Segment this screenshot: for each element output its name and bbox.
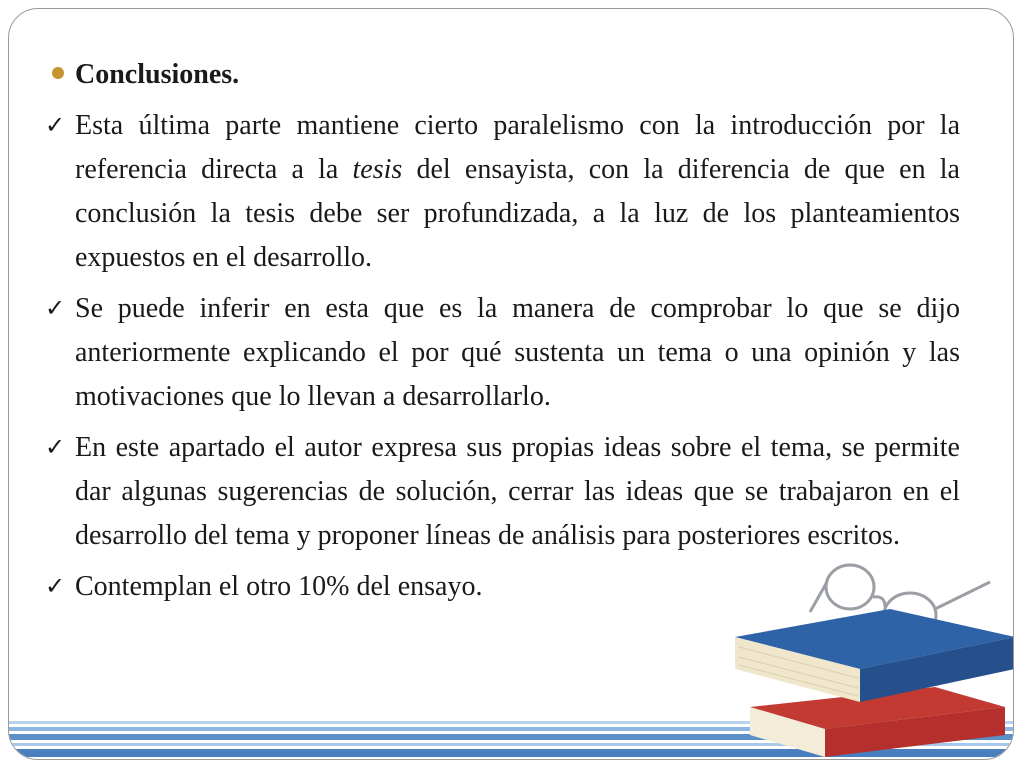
slide-frame [8, 8, 1014, 760]
books-with-glasses-illustration [725, 557, 1014, 760]
checkmark-icon: ✓ [45, 113, 66, 139]
item-3-text: En este apartado el autor expresa sus propias ideas sobre el tema, se permite dar algunas sugerencias de solución, cerrar las ideas que se trabajaron en el desarrollo del tema y proponer líneas de análisis para posteriores escritos. [75, 432, 960, 551]
list-item-3 [45, 426, 960, 558]
list-item-1 [45, 104, 960, 280]
checkmark-icon: ✓ [45, 435, 66, 461]
heading-item [45, 53, 960, 97]
checkmark-icon: ✓ [45, 296, 66, 322]
item-1-text [75, 110, 960, 273]
bullet-dot-icon [52, 67, 64, 79]
checkmark-icon: ✓ [45, 574, 66, 600]
item-1-text-part1: Esta última parte mantiene cierto paralelismo con la introducción por la referencia directa a la [75, 110, 960, 185]
item-2-text: Se puede inferir en esta que es la manera de comprobar lo que se dijo anteriormente explicando el por qué sustenta un tema o una opinión y las motivaciones que lo llevan a desarrollarlo. [75, 293, 960, 412]
slide-content [45, 53, 960, 616]
item-4-text: Contemplan el otro 10% del ensayo. [75, 571, 483, 602]
list-item-2 [45, 287, 960, 419]
item-1-emphasis: tesis [352, 154, 403, 185]
item-1-text-part2: del ensayista, con la diferencia de que en la conclusión la tesis debe ser profundizada, a la luz de los planteamientos expuestos en el desarrollo. [75, 154, 960, 273]
slide-heading: Conclusiones. [75, 59, 240, 90]
